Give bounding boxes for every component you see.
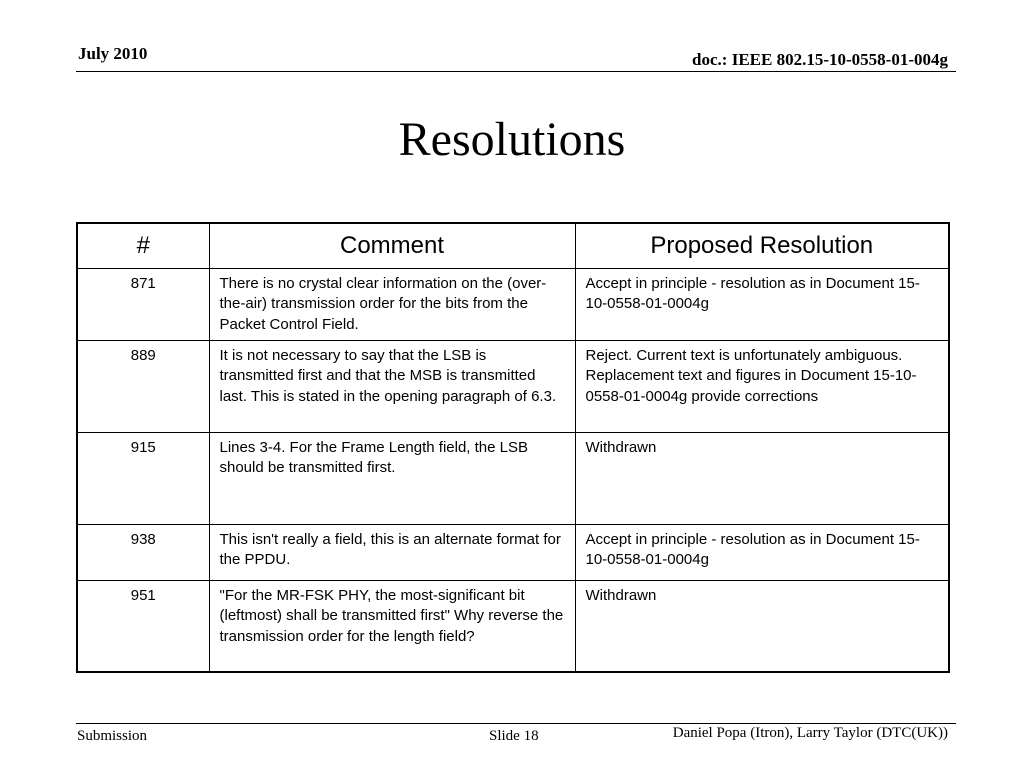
row-comment: Lines 3-4. For the Frame Length field, the LSB should be transmitted first. bbox=[209, 432, 575, 524]
header-divider bbox=[76, 71, 956, 72]
table-header-row bbox=[77, 223, 949, 268]
slide-title: Resolutions bbox=[398, 113, 626, 166]
footer-slide-number: Slide 18 bbox=[489, 728, 539, 744]
row-comment: "For the MR-FSK PHY, the most-significant bit (leftmost) shall be transmitted first" Why reverse the transmission order for the length field? bbox=[209, 580, 575, 672]
footer-divider bbox=[76, 723, 956, 724]
row-number: 889 bbox=[77, 340, 209, 432]
table-row bbox=[77, 432, 949, 524]
row-number: 938 bbox=[77, 524, 209, 580]
row-resolution: Withdrawn bbox=[575, 580, 949, 672]
row-resolution: Reject. Current text is unfortunately ambiguous. Replacement text and figures in Document 15-10-0558-01-0004g provide corrections bbox=[575, 340, 949, 432]
row-comment: There is no crystal clear information on the (over-the-air) transmission order for the bits from the Packet Control Field. bbox=[209, 268, 575, 340]
column-header-comment: Comment bbox=[209, 223, 575, 268]
table-row bbox=[77, 580, 949, 672]
table-row bbox=[77, 524, 949, 580]
header-doc-id: doc.: IEEE 802.15-10-0558-01-004g bbox=[692, 50, 948, 69]
column-header-resolution: Proposed Resolution bbox=[575, 223, 949, 268]
row-comment: It is not necessary to say that the LSB is transmitted first and that the MSB is transmitted last. This is stated in the opening paragraph of 6.3. bbox=[209, 340, 575, 432]
header-date: July 2010 bbox=[78, 44, 148, 63]
row-comment: This isn't really a field, this is an alternate format for the PPDU. bbox=[209, 524, 575, 580]
row-resolution: Accept in principle - resolution as in Document 15-10-0558-01-0004g bbox=[575, 268, 949, 340]
row-number: 871 bbox=[77, 268, 209, 340]
footer-authors: Daniel Popa (Itron), Larry Taylor (DTC(UK)) bbox=[672, 725, 948, 741]
row-number: 951 bbox=[77, 580, 209, 672]
column-header-number: # bbox=[77, 223, 209, 268]
row-resolution: Accept in principle - resolution as in Document 15-10-0558-01-0004g bbox=[575, 524, 949, 580]
row-number: 915 bbox=[77, 432, 209, 524]
table-row bbox=[77, 340, 949, 432]
row-resolution: Withdrawn bbox=[575, 432, 949, 524]
table-row bbox=[77, 268, 949, 340]
resolutions-table bbox=[76, 222, 950, 673]
footer-submission: Submission bbox=[77, 728, 148, 744]
